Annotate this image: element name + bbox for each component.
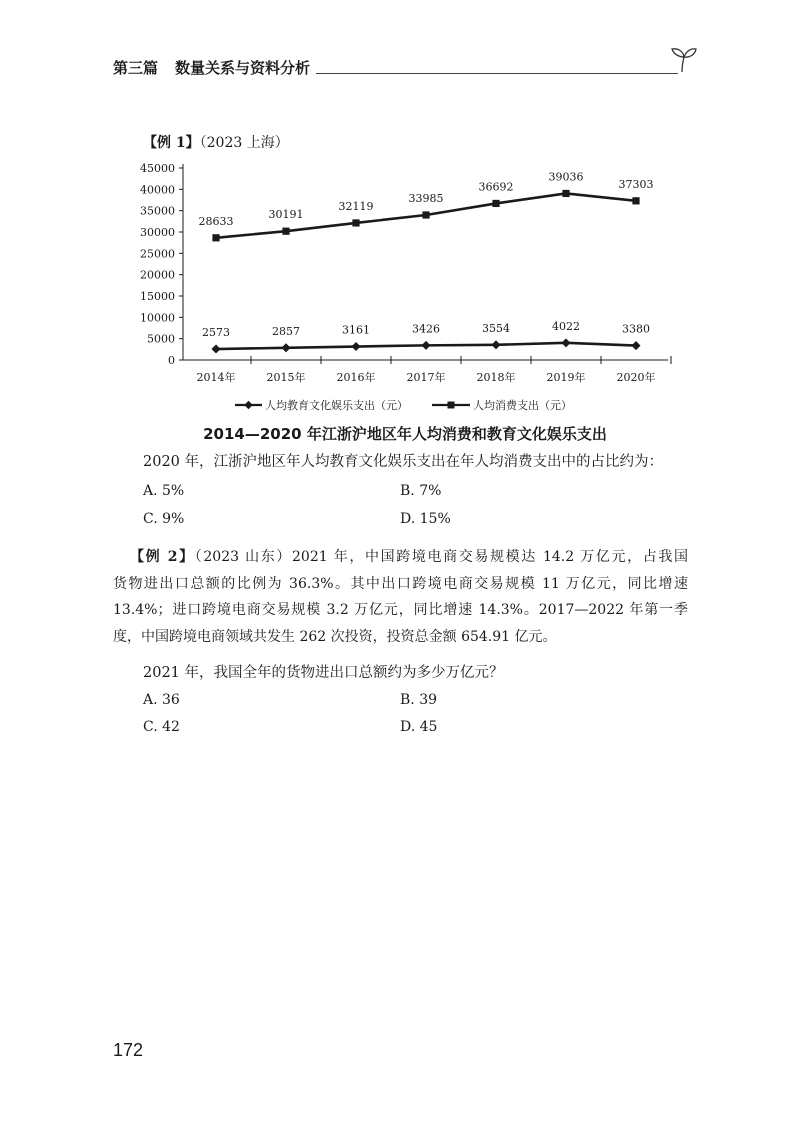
y-tick-label: 10000 — [140, 311, 175, 325]
legend-label-education: 人均教育文化娱乐支出（元） — [265, 399, 408, 412]
data-point-square — [422, 211, 429, 218]
data-point-diamond — [351, 342, 360, 351]
data-point-square — [492, 200, 499, 207]
y-tick-label: 35000 — [140, 204, 175, 218]
header-rule — [316, 73, 678, 74]
data-label: 36692 — [478, 180, 514, 194]
section-label: 第三篇 — [113, 59, 159, 77]
example-1-source: （2023 上海） — [199, 135, 289, 151]
example-2-paragraph-line-4: 度，中国跨境电商领域共发生 262 次投资，投资总金额 654.91 亿元。 — [113, 629, 557, 645]
y-tick-label: 30000 — [140, 226, 175, 239]
data-point-square — [632, 197, 639, 204]
data-point-diamond — [631, 341, 640, 350]
example-2-paragraph-line-1 — [130, 547, 688, 567]
data-label: 28633 — [198, 214, 234, 228]
data-label: 37303 — [618, 177, 654, 191]
data-point-diamond — [491, 340, 500, 349]
example-1-question: 2020 年，江浙沪地区年人均教育文化娱乐支出在年人均消费支出中的占比约为： — [143, 454, 664, 470]
y-tick-label: 5000 — [147, 332, 175, 346]
example-1-option-a: A. 5% — [143, 483, 185, 499]
data-label: 39036 — [548, 170, 584, 184]
running-header — [113, 58, 310, 78]
x-tick-label: 2017年 — [406, 371, 446, 384]
example-2-paragraph-line-2: 货物进出口总额的比例为 36.3%。其中出口跨境电商交易规模 11 万亿元，同比增速 — [113, 576, 688, 592]
legend-label-consumption: 人均消费支出（元） — [473, 399, 572, 412]
y-tick-label: 0 — [168, 354, 175, 367]
data-point-diamond — [211, 344, 220, 353]
line-chart — [130, 155, 690, 417]
chart-title: 2014—2020 年江浙沪地区年人均消费和教育文化娱乐支出 — [203, 425, 607, 443]
data-point-square — [562, 190, 569, 197]
data-label: 2857 — [272, 324, 300, 338]
data-label: 3380 — [622, 322, 650, 336]
data-label: 3426 — [412, 322, 440, 336]
y-tick-label: 25000 — [140, 247, 175, 261]
data-point-diamond — [561, 338, 570, 347]
data-label: 2573 — [202, 326, 230, 340]
example-2-option-c: C. 42 — [143, 719, 180, 735]
example-1-tag: 【例 1】 — [143, 135, 200, 151]
legend-marker-diamond — [244, 401, 252, 409]
y-tick-label: 15000 — [140, 290, 175, 303]
data-label: 33985 — [408, 191, 444, 205]
legend-marker-square — [448, 402, 455, 409]
example-2-line-1-text: 2021 年，中国跨境电商交易规模达 14.2 万亿元，占我国 — [292, 549, 688, 565]
example-1-option-d: D. 15% — [400, 511, 451, 527]
x-tick-label: 2014年 — [196, 371, 236, 384]
example-2-option-a: A. 36 — [143, 692, 180, 708]
x-tick-label: 2019年 — [546, 371, 586, 384]
data-label: 30191 — [268, 208, 304, 222]
data-point-diamond — [421, 341, 430, 350]
x-tick-label: 2018年 — [476, 371, 516, 384]
data-label: 3161 — [342, 323, 370, 337]
section-title: 数量关系与资料分析 — [175, 59, 311, 77]
data-point-square — [212, 234, 219, 241]
example-2-source: （2023 山东） — [194, 549, 292, 565]
data-point-square — [352, 219, 359, 226]
data-label: 32119 — [338, 199, 374, 213]
example-2-option-b: B. 39 — [400, 692, 438, 708]
example-1-option-b: B. 7% — [400, 483, 442, 499]
y-tick-label: 40000 — [140, 183, 175, 197]
example-2-option-d: D. 45 — [400, 719, 438, 735]
data-point-diamond — [281, 343, 290, 352]
example-2-paragraph-line-3: 13.4%；进口跨境电商交易规模 3.2 万亿元，同比增速 14.3%。2017—2022 年第一季 — [113, 602, 688, 618]
y-tick-label: 45000 — [140, 162, 175, 175]
x-tick-label: 2016年 — [336, 371, 376, 384]
data-label: 4022 — [552, 319, 580, 333]
x-tick-label: 2020年 — [616, 371, 656, 384]
x-tick-label: 2015年 — [266, 371, 306, 384]
example-2-question: 2021 年，我国全年的货物进出口总额约为多少万亿元？ — [143, 665, 504, 681]
data-point-square — [282, 228, 289, 235]
example-1-heading — [143, 133, 289, 153]
example-1-option-c: C. 9% — [143, 511, 185, 527]
page-number: 172 — [113, 1040, 144, 1060]
example-2-tag: 【例 2】 — [130, 549, 195, 565]
data-label: 3554 — [482, 321, 510, 335]
sprout-icon — [668, 44, 698, 74]
y-tick-label: 20000 — [140, 268, 175, 282]
